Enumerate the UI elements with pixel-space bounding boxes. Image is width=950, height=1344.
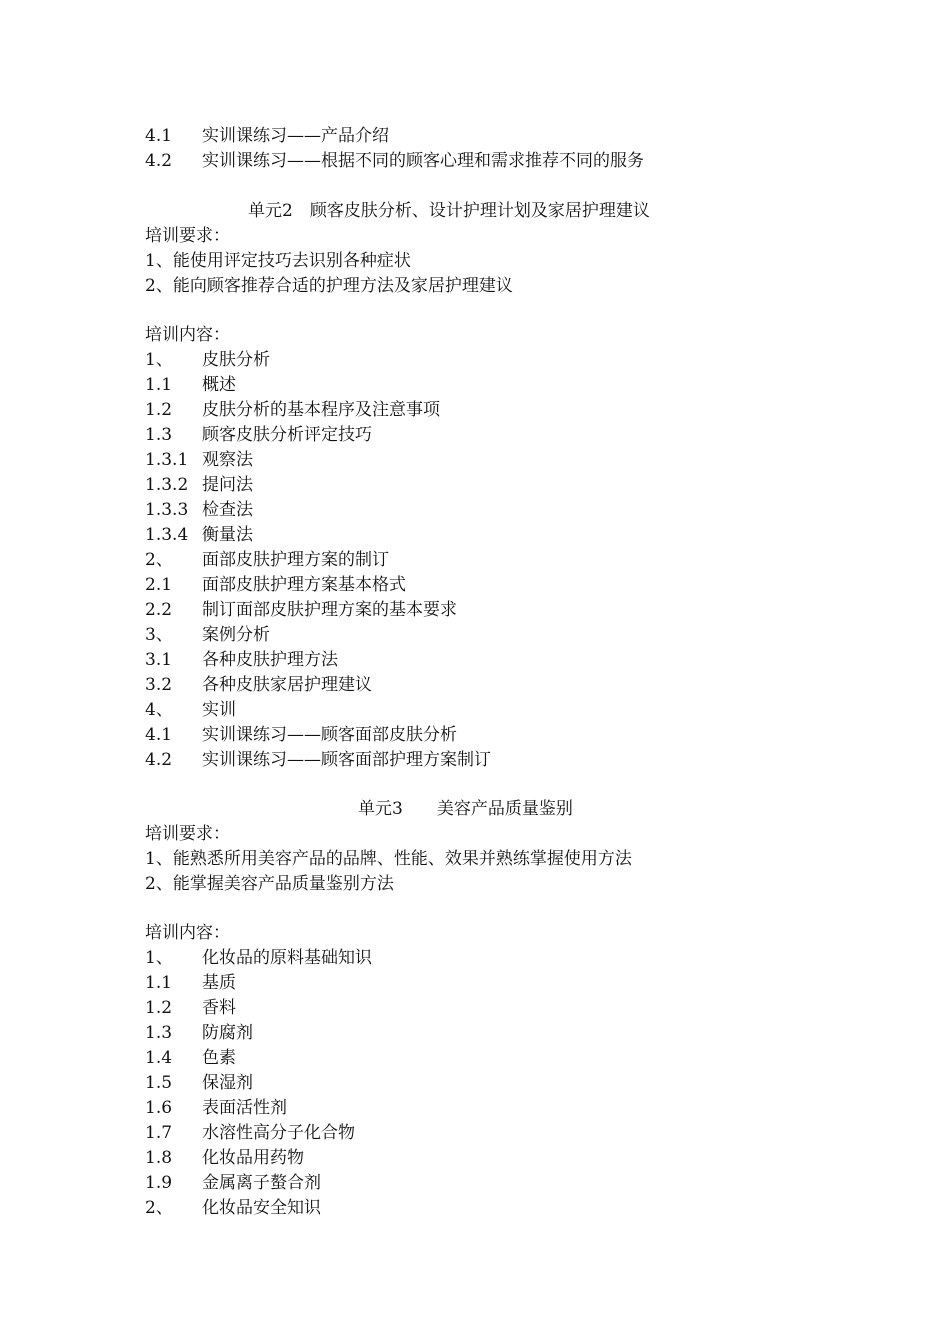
item-number: 4.2 bbox=[145, 151, 173, 171]
unit-title: 单元2 顾客皮肤分析、设计护理计划及家居护理建议 bbox=[248, 201, 650, 221]
item-number: 1.3 bbox=[145, 425, 173, 445]
requirement-item: 2、能向顾客推荐合适的护理方法及家居护理建议 bbox=[145, 276, 513, 296]
item-text: 皮肤分析的基本程序及注意事项 bbox=[202, 400, 440, 420]
item-number: 4.2 bbox=[145, 750, 173, 770]
list-item bbox=[145, 723, 457, 748]
list-item bbox=[145, 1171, 321, 1196]
item-number: 3.1 bbox=[145, 650, 173, 670]
item-number: 1.3.4 bbox=[145, 525, 189, 545]
item-text: 色素 bbox=[202, 1048, 236, 1068]
list-item bbox=[145, 548, 389, 573]
item-number: 2、 bbox=[145, 1198, 173, 1218]
item-text: 各种皮肤家居护理建议 bbox=[202, 675, 372, 695]
item-number: 4.1 bbox=[145, 126, 173, 146]
list-item bbox=[145, 971, 236, 996]
list-item bbox=[145, 1146, 304, 1171]
list-item bbox=[145, 348, 270, 373]
content-label: 培训内容： bbox=[145, 325, 230, 345]
item-text: 防腐剂 bbox=[202, 1023, 253, 1043]
item-number: 1.3.3 bbox=[145, 500, 189, 520]
list-item bbox=[145, 573, 406, 598]
item-text: 衡量法 bbox=[202, 525, 253, 545]
list-item bbox=[145, 448, 253, 473]
item-number: 1.1 bbox=[145, 375, 173, 395]
item-number: 3、 bbox=[145, 625, 173, 645]
item-text: 案例分析 bbox=[202, 625, 270, 645]
item-number: 1.2 bbox=[145, 998, 173, 1018]
item-number: 1.6 bbox=[145, 1098, 173, 1118]
requirements-label: 培训要求： bbox=[145, 226, 230, 246]
list-item bbox=[145, 996, 236, 1021]
list-item bbox=[145, 1071, 253, 1096]
list-item bbox=[145, 473, 253, 498]
item-number: 1.4 bbox=[145, 1048, 173, 1068]
item-number: 1.3 bbox=[145, 1023, 173, 1043]
list-item bbox=[145, 423, 372, 448]
item-text: 制订面部皮肤护理方案的基本要求 bbox=[202, 600, 457, 620]
list-item bbox=[145, 673, 372, 698]
list-item bbox=[145, 598, 457, 623]
list-item bbox=[145, 398, 440, 423]
item-number: 1.1 bbox=[145, 973, 173, 993]
item-number: 1.8 bbox=[145, 1148, 173, 1168]
item-number: 4、 bbox=[145, 700, 173, 720]
item-text: 面部皮肤护理方案基本格式 bbox=[202, 575, 406, 595]
item-text: 化妆品安全知识 bbox=[202, 1198, 321, 1218]
item-number: 1.7 bbox=[145, 1123, 173, 1143]
list-item bbox=[145, 124, 389, 149]
item-number: 4.1 bbox=[145, 725, 173, 745]
item-number: 1、 bbox=[145, 948, 173, 968]
list-item bbox=[145, 1196, 321, 1221]
list-item bbox=[145, 648, 338, 673]
item-number: 2、 bbox=[145, 550, 173, 570]
item-number: 1.5 bbox=[145, 1073, 173, 1093]
list-item bbox=[145, 698, 236, 723]
item-text: 实训 bbox=[202, 700, 236, 720]
content-label: 培训内容： bbox=[145, 923, 230, 943]
item-text: 实训课练习——顾客面部护理方案制订 bbox=[202, 750, 491, 770]
item-text: 各种皮肤护理方法 bbox=[202, 650, 338, 670]
unit-title: 单元3 美容产品质量鉴别 bbox=[358, 799, 573, 819]
item-text: 化妆品用药物 bbox=[202, 1148, 304, 1168]
requirement-item: 2、能掌握美容产品质量鉴别方法 bbox=[145, 874, 394, 894]
item-text: 概述 bbox=[202, 375, 236, 395]
item-text: 实训课练习——顾客面部皮肤分析 bbox=[202, 725, 457, 745]
requirement-item: 1、能熟悉所用美容产品的品牌、性能、效果并熟练掌握使用方法 bbox=[145, 849, 632, 869]
item-text: 检查法 bbox=[202, 500, 253, 520]
list-item bbox=[145, 149, 644, 174]
item-number: 2.1 bbox=[145, 575, 173, 595]
list-item bbox=[145, 1021, 253, 1046]
item-number: 1.3.2 bbox=[145, 475, 189, 495]
list-item bbox=[145, 946, 372, 971]
requirement-item: 1、能使用评定技巧去识别各种症状 bbox=[145, 251, 411, 271]
item-text: 顾客皮肤分析评定技巧 bbox=[202, 425, 372, 445]
item-text: 基质 bbox=[202, 973, 236, 993]
list-item bbox=[145, 523, 253, 548]
requirements-label: 培训要求： bbox=[145, 824, 230, 844]
item-text: 化妆品的原料基础知识 bbox=[202, 948, 372, 968]
list-item bbox=[145, 1096, 287, 1121]
item-text: 实训课练习——产品介绍 bbox=[202, 126, 389, 146]
item-text: 表面活性剂 bbox=[202, 1098, 287, 1118]
item-text: 水溶性高分子化合物 bbox=[202, 1123, 355, 1143]
item-text: 实训课练习——根据不同的顾客心理和需求推荐不同的服务 bbox=[202, 151, 644, 171]
item-text: 香料 bbox=[202, 998, 236, 1018]
list-item bbox=[145, 498, 253, 523]
item-text: 金属离子螯合剂 bbox=[202, 1173, 321, 1193]
list-item bbox=[145, 1046, 236, 1071]
item-text: 面部皮肤护理方案的制订 bbox=[202, 550, 389, 570]
list-item bbox=[145, 1121, 355, 1146]
item-number: 2.2 bbox=[145, 600, 173, 620]
list-item bbox=[145, 623, 270, 648]
list-item bbox=[145, 373, 236, 398]
item-number: 3.2 bbox=[145, 675, 173, 695]
item-number: 1、 bbox=[145, 350, 173, 370]
item-text: 保湿剂 bbox=[202, 1073, 253, 1093]
item-text: 提问法 bbox=[202, 475, 253, 495]
item-text: 观察法 bbox=[202, 450, 253, 470]
item-number: 1.2 bbox=[145, 400, 173, 420]
item-number: 1.9 bbox=[145, 1173, 173, 1193]
list-item bbox=[145, 748, 491, 773]
item-number: 1.3.1 bbox=[145, 450, 189, 470]
item-text: 皮肤分析 bbox=[202, 350, 270, 370]
